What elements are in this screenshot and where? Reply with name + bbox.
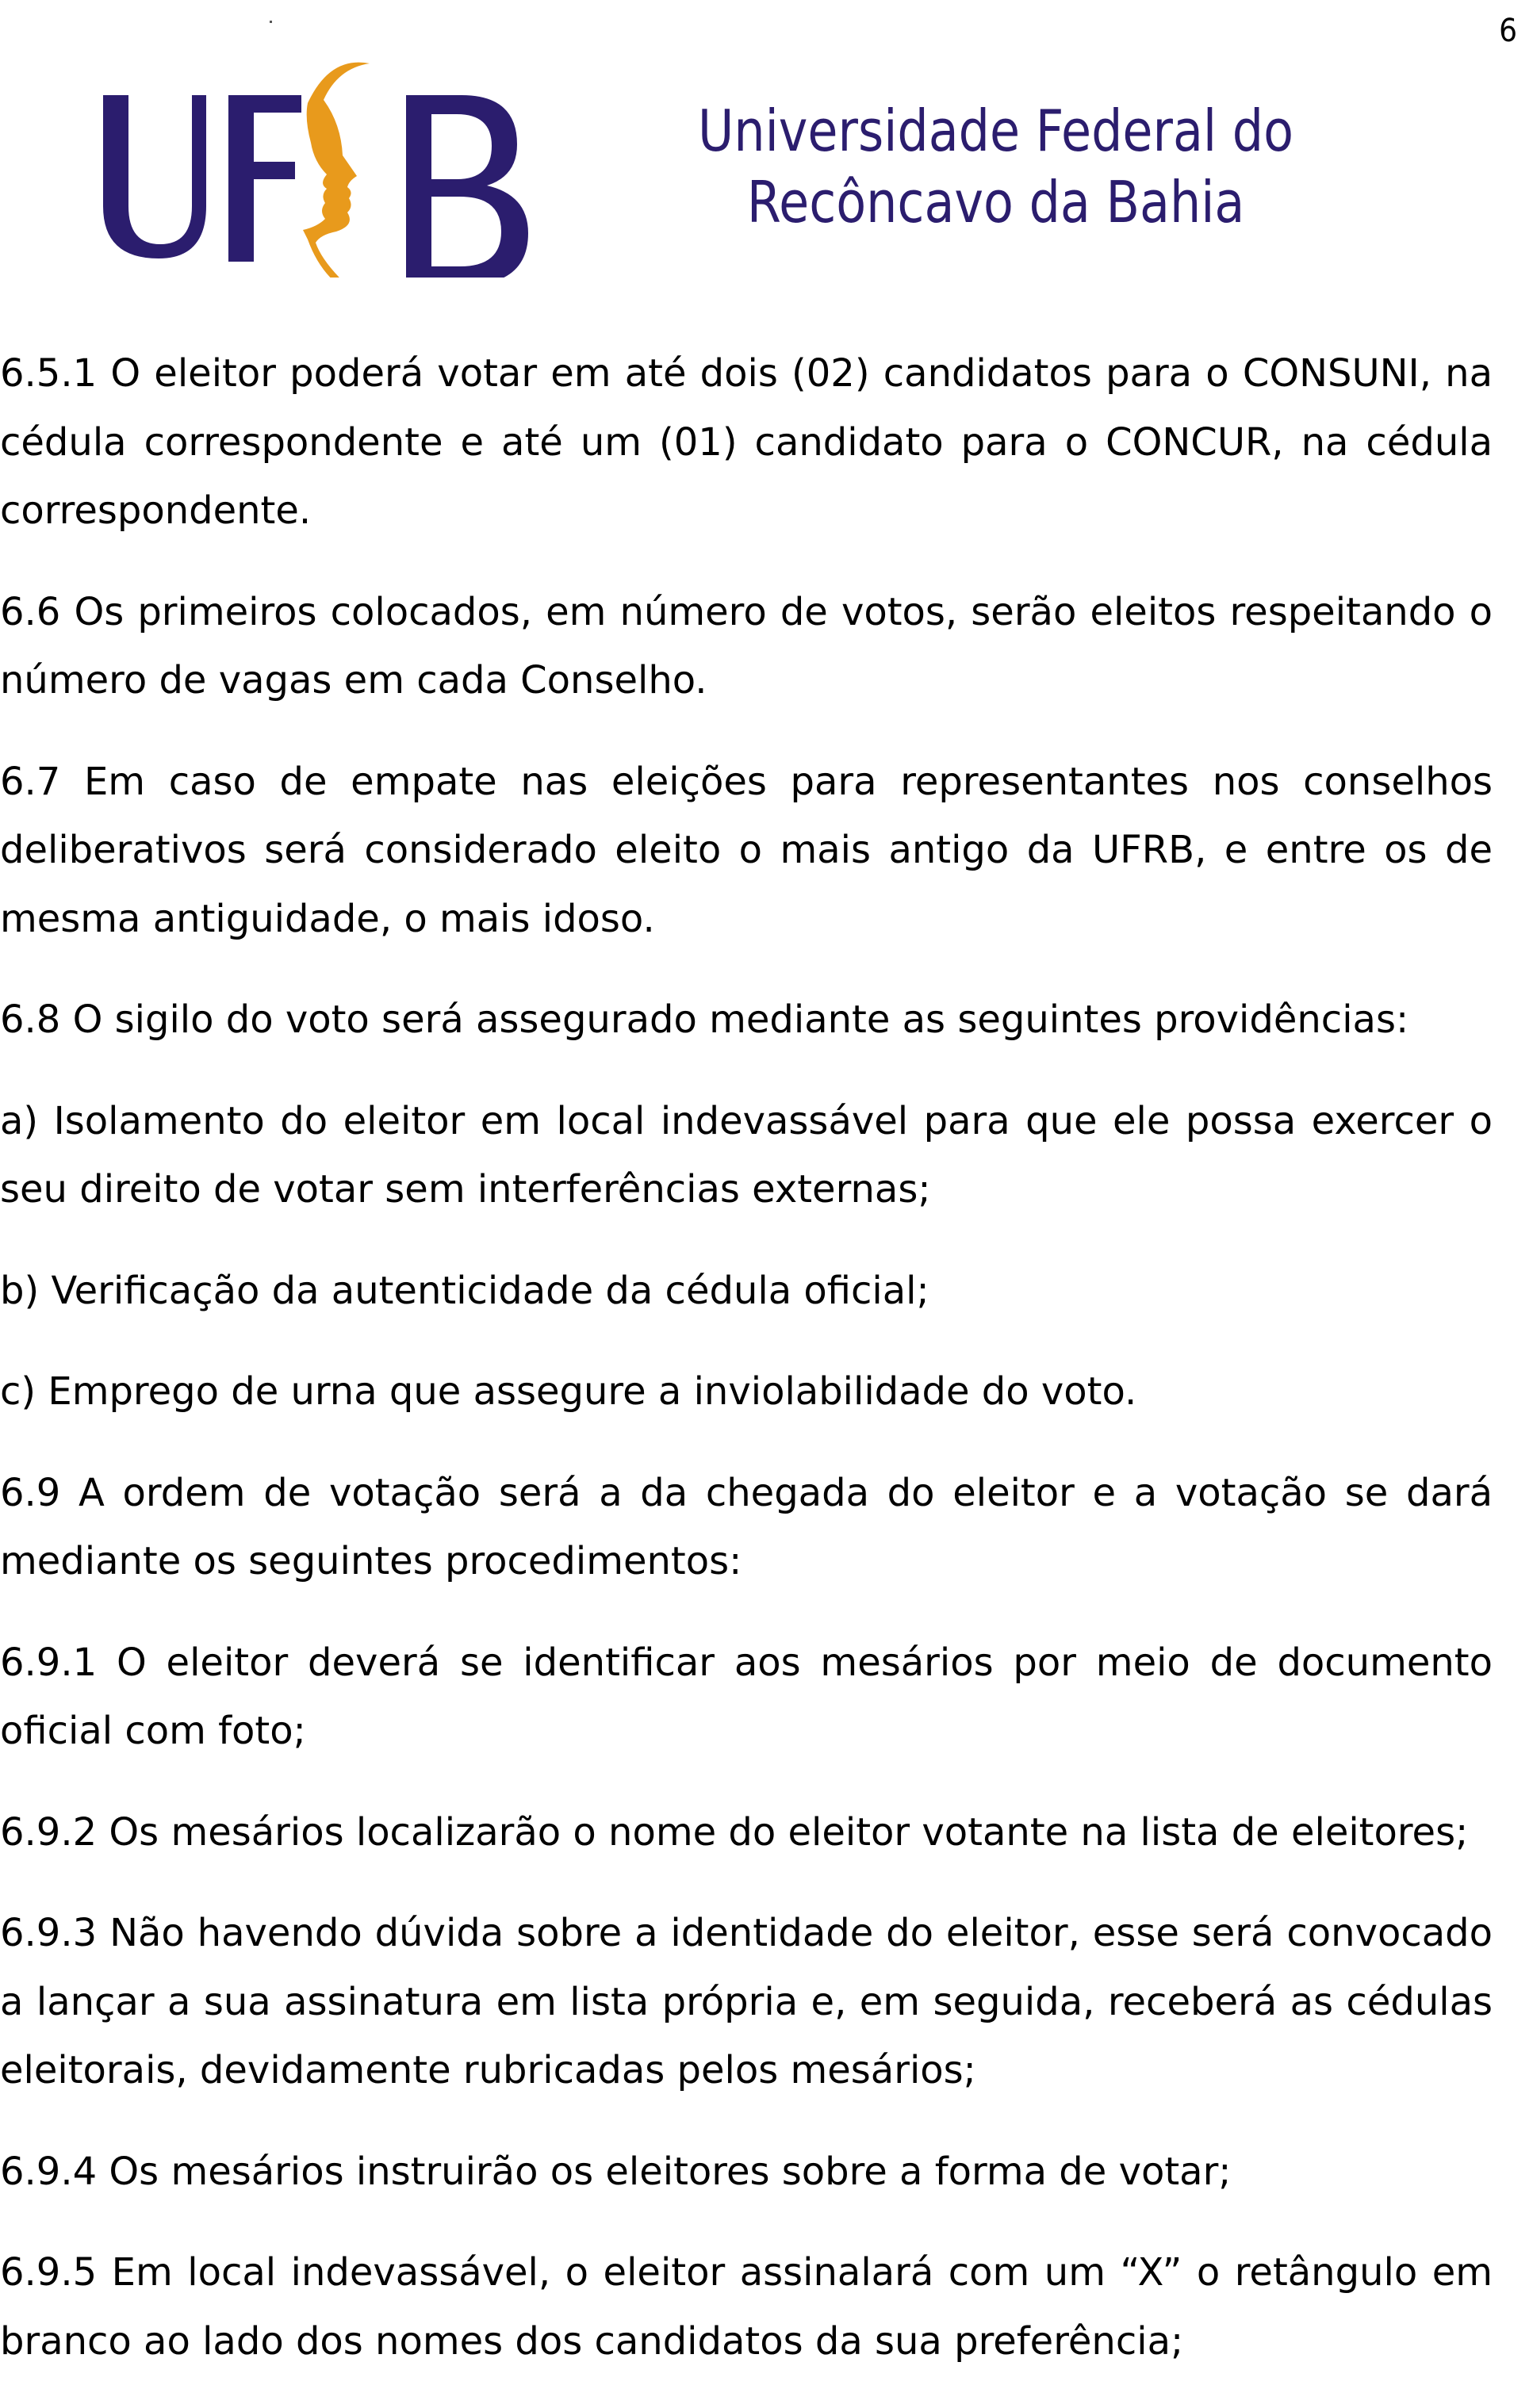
paragraph [0,1899,1493,2105]
paragraph-line: 6.7 Em caso de empate nas eleições para representantes nos conselhos [0,759,1493,804]
paragraph-line: número de vagas em cada Conselho. [0,658,707,702]
paragraph-line: 6.9.3 Não havendo dúvida sobre a identidade do eleitor, esse será convocado [0,1911,1493,1955]
university-name-line1: Universidade Federal do [698,98,1293,164]
paragraph [0,578,1493,715]
paragraph [0,1629,1493,1766]
paragraph [0,1257,1493,1326]
paragraph-line: mediante os seguintes procedimentos: [0,1539,742,1583]
paragraph-line: oficial com foto; [0,1709,306,1753]
paragraph-line: 6.9.1 O eleitor deverá se identificar aos mesários por meio de documento [0,1640,1493,1685]
paragraph [0,1087,1493,1224]
paragraph [0,1357,1493,1426]
paragraph-line: a lançar a sua assinatura em lista própria e, em seguida, receberá as cédulas [0,1979,1493,2024]
paragraph [0,748,1493,954]
paragraph-line: c) Emprego de urna que assegure a inviolabilidade do voto. [0,1369,1137,1414]
paragraph-line: cédula correspondente e até um (01) candidato para o CONCUR, na cédula [0,419,1493,465]
page-number: 6 [1499,13,1517,49]
paragraph-line: 6.6 Os primeiros colocados, em número de votos, serão eleitos respeitando o [0,589,1493,634]
paragraph-line: deliberativos será considerado eleito o mais antigo da UFRB, e entre os de [0,828,1493,872]
paragraph [0,2138,1493,2207]
scan-speck [270,21,272,23]
paragraph-line: seu direito de votar sem interferências externas; [0,1167,931,1212]
paragraph [0,986,1493,1055]
paragraph-line: 6.9.2 Os mesários localizarão o nome do eleitor votante na lista de eleitores; [0,1809,1469,1855]
paragraph-line: a) Isolamento do eleitor em local indevassável para que ele possa exercer o [0,1098,1493,1143]
paragraph-line: 6.8 O sigilo do voto será assegurado mediante as seguintes providências: [0,997,1409,1042]
paragraph [0,339,1493,546]
paragraph [0,2238,1493,2375]
ufrb-logo [95,40,587,278]
paragraph-line: branco ao lado dos nomes dos candidatos da sua preferência; [0,2318,1184,2364]
university-name-line2: Recôncavo da Bahia [746,169,1245,235]
paragraph-line: b) Verificação da autenticidade da cédula oficial; [0,1268,929,1313]
paragraph [0,1459,1493,1596]
university-name [698,95,1293,238]
paragraph [0,1798,1493,1867]
paragraph-line: 6.9.4 Os mesários instruirão os eleitores sobre a forma de votar; [0,2149,1232,2194]
paragraph-line: 6.9.5 Em local indevassável, o eleitor assinalará com um “X” o retângulo em [0,2250,1493,2295]
paragraph-line: correspondente. [0,488,312,533]
document-body [0,339,1493,2408]
paragraph-line: eleitorais, devidamente rubricadas pelos mesários; [0,2048,976,2092]
logo-profile [303,63,370,278]
paragraph-line: mesma antiguidade, o mais idoso. [0,896,655,941]
paragraph-line: 6.9 A ordem de votação será a da chegada do eleitor e a votação se dará [0,1470,1493,1515]
paragraph-line: 6.5.1 O eleitor poderá votar em até dois (02) candidatos para o CONSUNI, na [0,351,1493,396]
